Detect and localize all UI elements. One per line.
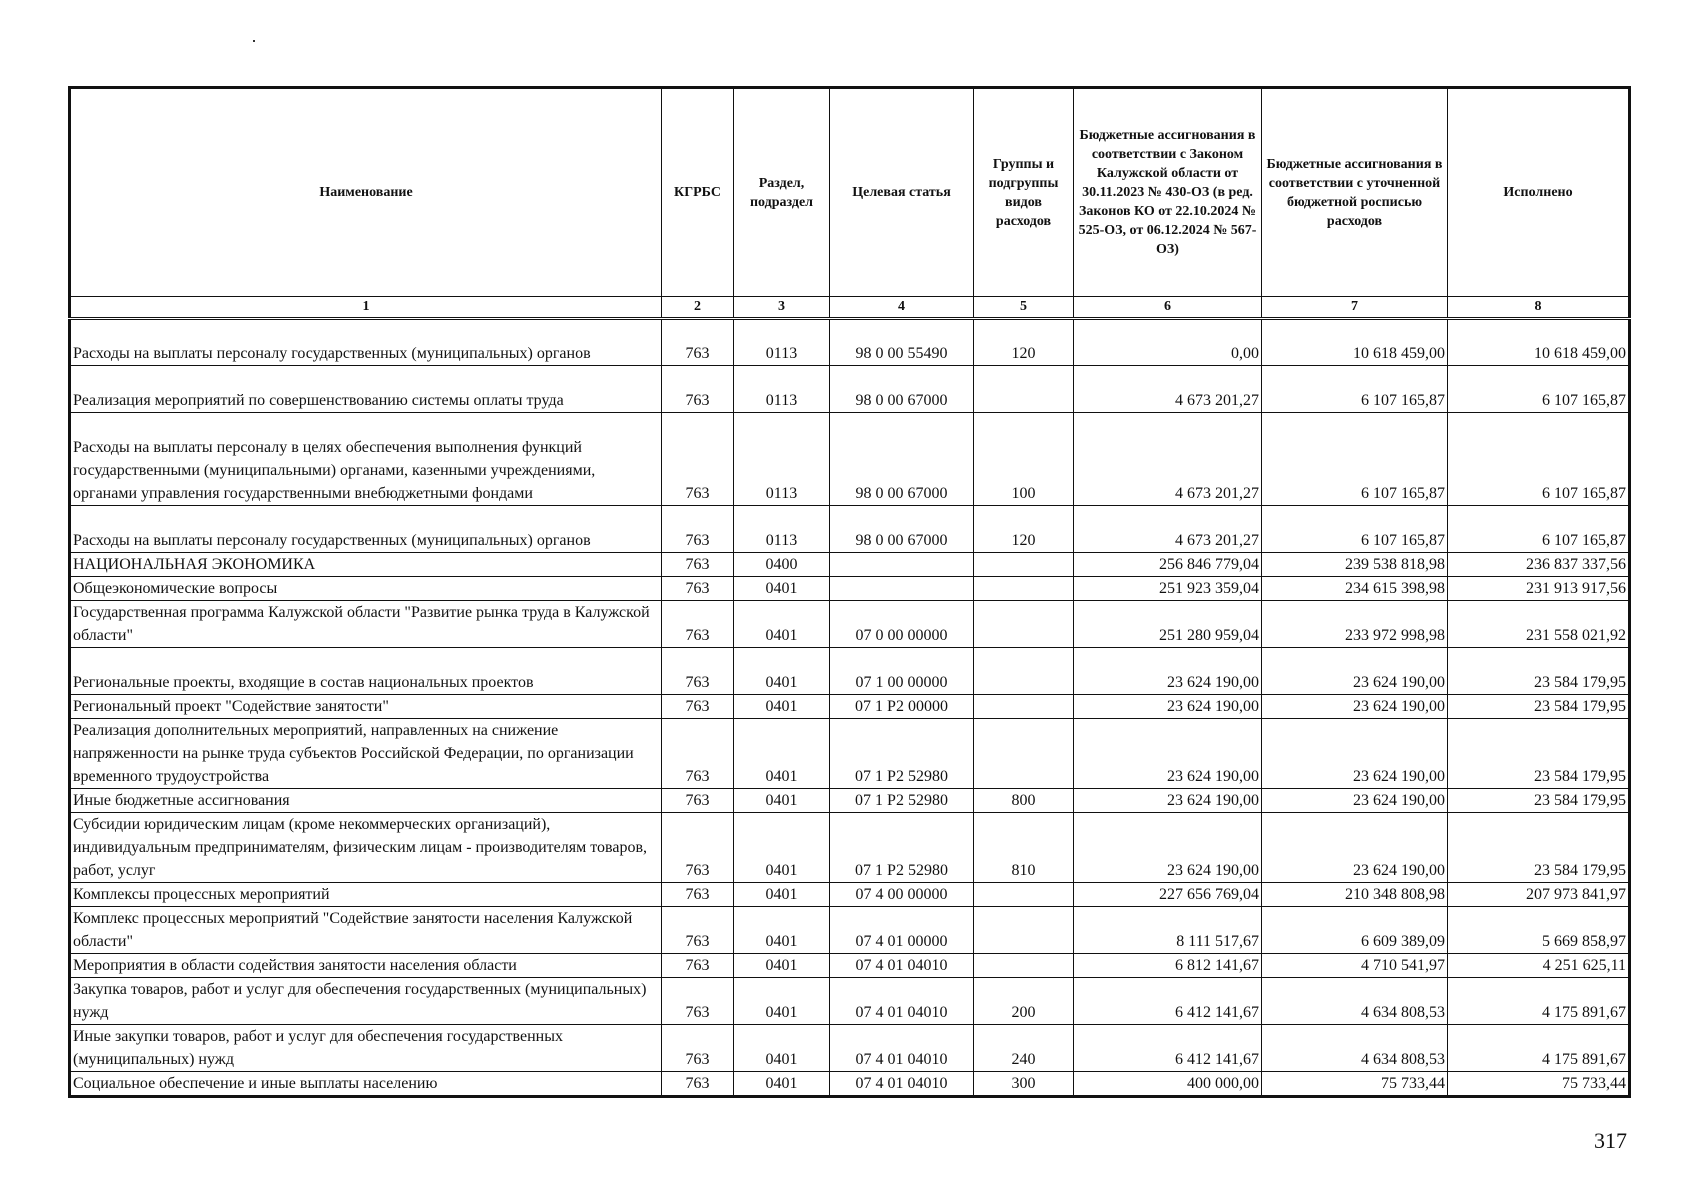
cell-executed: 75 733,44 — [1448, 1072, 1630, 1097]
cell-target: 98 0 00 55490 — [830, 319, 974, 366]
column-number: 6 — [1074, 297, 1262, 319]
cell-executed: 6 107 165,87 — [1448, 506, 1630, 553]
table-row — [70, 883, 1630, 907]
cell-name: Реализация дополнительных мероприятий, направленных на снижение напряженности на рынке труда субъектов Российской Федерации, по организации временного трудоустройства — [70, 719, 662, 789]
cell-refined: 75 733,44 — [1262, 1072, 1448, 1097]
cell-law: 4 673 201,27 — [1074, 366, 1262, 413]
cell-executed: 5 669 858,97 — [1448, 907, 1630, 954]
cell-group: 240 — [974, 1025, 1074, 1072]
cell-refined: 210 348 808,98 — [1262, 883, 1448, 907]
cell-executed: 4 175 891,67 — [1448, 978, 1630, 1025]
table-row — [70, 601, 1630, 648]
cell-refined: 234 615 398,98 — [1262, 577, 1448, 601]
cell-refined: 23 624 190,00 — [1262, 789, 1448, 813]
cell-name: Закупка товаров, работ и услуг для обеспечения государственных (муниципальных) нужд — [70, 978, 662, 1025]
cell-executed: 23 584 179,95 — [1448, 648, 1630, 695]
cell-target: 07 4 00 00000 — [830, 883, 974, 907]
cell-refined: 6 107 165,87 — [1262, 413, 1448, 506]
cell-kgrbs: 763 — [662, 719, 734, 789]
table-row — [70, 577, 1630, 601]
cell-law: 400 000,00 — [1074, 1072, 1262, 1097]
header-name: Наименование — [70, 88, 662, 297]
cell-kgrbs: 763 — [662, 907, 734, 954]
cell-law: 8 111 517,67 — [1074, 907, 1262, 954]
cell-refined: 10 618 459,00 — [1262, 319, 1448, 366]
cell-section: 0401 — [734, 719, 830, 789]
cell-kgrbs: 763 — [662, 813, 734, 883]
cell-kgrbs: 763 — [662, 695, 734, 719]
cell-name: Общеэкономические вопросы — [70, 577, 662, 601]
cell-target: 07 1 P2 00000 — [830, 695, 974, 719]
column-number: 8 — [1448, 297, 1630, 319]
cell-target: 07 1 00 00000 — [830, 648, 974, 695]
cell-group — [974, 883, 1074, 907]
cell-section: 0401 — [734, 883, 830, 907]
cell-executed: 4 175 891,67 — [1448, 1025, 1630, 1072]
header-kgrbs: КГРБС — [662, 88, 734, 297]
cell-name: Социальное обеспечение и иные выплаты населению — [70, 1072, 662, 1097]
cell-law: 23 624 190,00 — [1074, 813, 1262, 883]
cell-target: 07 4 01 04010 — [830, 1025, 974, 1072]
column-number: 7 — [1262, 297, 1448, 319]
cell-target — [830, 577, 974, 601]
budget-table — [68, 86, 1631, 1098]
header-executed: Исполнено — [1448, 88, 1630, 297]
column-number: 2 — [662, 297, 734, 319]
cell-group — [974, 577, 1074, 601]
cell-name: НАЦИОНАЛЬНАЯ ЭКОНОМИКА — [70, 553, 662, 577]
column-number-row — [70, 297, 1630, 319]
column-number: 1 — [70, 297, 662, 319]
cell-kgrbs: 763 — [662, 413, 734, 506]
cell-law: 4 673 201,27 — [1074, 506, 1262, 553]
table-row — [70, 695, 1630, 719]
cell-kgrbs: 763 — [662, 978, 734, 1025]
cell-law: 251 280 959,04 — [1074, 601, 1262, 648]
cell-law: 6 412 141,67 — [1074, 1025, 1262, 1072]
cell-group: 300 — [974, 1072, 1074, 1097]
cell-target: 98 0 00 67000 — [830, 413, 974, 506]
cell-target: 98 0 00 67000 — [830, 506, 974, 553]
table-row — [70, 954, 1630, 978]
cell-section: 0401 — [734, 789, 830, 813]
cell-group: 800 — [974, 789, 1074, 813]
cell-target: 07 4 01 04010 — [830, 1072, 974, 1097]
cell-law: 6 412 141,67 — [1074, 978, 1262, 1025]
cell-group: 120 — [974, 319, 1074, 366]
cell-kgrbs: 763 — [662, 1025, 734, 1072]
cell-law: 227 656 769,04 — [1074, 883, 1262, 907]
table-row — [70, 789, 1630, 813]
cell-executed: 236 837 337,56 — [1448, 553, 1630, 577]
table-row — [70, 1025, 1630, 1072]
cell-section: 0113 — [734, 506, 830, 553]
cell-executed: 23 584 179,95 — [1448, 719, 1630, 789]
cell-name: Региональный проект "Содействие занятости" — [70, 695, 662, 719]
cell-kgrbs: 763 — [662, 883, 734, 907]
cell-kgrbs: 763 — [662, 954, 734, 978]
cell-section: 0401 — [734, 907, 830, 954]
header-section: Раздел, подраздел — [734, 88, 830, 297]
header-refined: Бюджетные ассигнования в соответствии с уточненной бюджетной росписью расходов — [1262, 88, 1448, 297]
table-row — [70, 978, 1630, 1025]
cell-law: 0,00 — [1074, 319, 1262, 366]
cell-kgrbs: 763 — [662, 319, 734, 366]
cell-kgrbs: 763 — [662, 553, 734, 577]
cell-group: 120 — [974, 506, 1074, 553]
cell-target — [830, 553, 974, 577]
cell-refined: 6 609 389,09 — [1262, 907, 1448, 954]
table-row — [70, 813, 1630, 883]
cell-section: 0401 — [734, 954, 830, 978]
cell-group: 200 — [974, 978, 1074, 1025]
table-row — [70, 319, 1630, 366]
cell-name: Субсидии юридическим лицам (кроме некоммерческих организаций), индивидуальным предпринимателям, физическим лицам - производителям товаров, работ, услуг — [70, 813, 662, 883]
cell-executed: 231 558 021,92 — [1448, 601, 1630, 648]
cell-executed: 10 618 459,00 — [1448, 319, 1630, 366]
table-row — [70, 506, 1630, 553]
column-number: 5 — [974, 297, 1074, 319]
cell-section: 0401 — [734, 1072, 830, 1097]
cell-kgrbs: 763 — [662, 366, 734, 413]
cell-group — [974, 954, 1074, 978]
budget-table-container — [68, 86, 1628, 1098]
cell-group: 100 — [974, 413, 1074, 506]
cell-group — [974, 648, 1074, 695]
cell-group — [974, 695, 1074, 719]
table-row — [70, 907, 1630, 954]
cell-law: 256 846 779,04 — [1074, 553, 1262, 577]
table-row — [70, 1072, 1630, 1097]
cell-law: 23 624 190,00 — [1074, 695, 1262, 719]
cell-group — [974, 601, 1074, 648]
cell-kgrbs: 763 — [662, 1072, 734, 1097]
cell-law: 23 624 190,00 — [1074, 719, 1262, 789]
cell-executed: 231 913 917,56 — [1448, 577, 1630, 601]
cell-executed: 23 584 179,95 — [1448, 813, 1630, 883]
cell-law: 4 673 201,27 — [1074, 413, 1262, 506]
cell-section: 0401 — [734, 577, 830, 601]
cell-executed: 23 584 179,95 — [1448, 695, 1630, 719]
table-row — [70, 719, 1630, 789]
cell-target: 98 0 00 67000 — [830, 366, 974, 413]
cell-kgrbs: 763 — [662, 601, 734, 648]
cell-refined: 23 624 190,00 — [1262, 813, 1448, 883]
cell-group — [974, 553, 1074, 577]
cell-executed: 6 107 165,87 — [1448, 413, 1630, 506]
cell-kgrbs: 763 — [662, 789, 734, 813]
cell-name: Расходы на выплаты персоналу в целях обеспечения выполнения функций государственными (муниципальными) органами, казенными учреждениями, органами управления государственными внебюджетными фондами — [70, 413, 662, 506]
cell-refined: 23 624 190,00 — [1262, 719, 1448, 789]
cell-refined: 4 710 541,97 — [1262, 954, 1448, 978]
table-row — [70, 553, 1630, 577]
cell-name: Иные закупки товаров, работ и услуг для обеспечения государственных (муниципальных) нужд — [70, 1025, 662, 1072]
cell-name: Реализация мероприятий по совершенствованию системы оплаты труда — [70, 366, 662, 413]
cell-executed: 23 584 179,95 — [1448, 789, 1630, 813]
cell-section: 0401 — [734, 648, 830, 695]
cell-name: Расходы на выплаты персоналу государственных (муниципальных) органов — [70, 319, 662, 366]
cell-target: 07 1 P2 52980 — [830, 813, 974, 883]
column-number: 4 — [830, 297, 974, 319]
cell-target: 07 1 P2 52980 — [830, 719, 974, 789]
header-groups: Группы и подгруппы видов расходов — [974, 88, 1074, 297]
cell-refined: 239 538 818,98 — [1262, 553, 1448, 577]
page-number: 317 — [1594, 1128, 1627, 1153]
cell-group — [974, 366, 1074, 413]
cell-law: 23 624 190,00 — [1074, 789, 1262, 813]
table-row — [70, 413, 1630, 506]
cell-name: Региональные проекты, входящие в состав национальных проектов — [70, 648, 662, 695]
cell-section: 0113 — [734, 366, 830, 413]
cell-refined: 4 634 808,53 — [1262, 1025, 1448, 1072]
cell-law: 23 624 190,00 — [1074, 648, 1262, 695]
cell-name: Расходы на выплаты персоналу государственных (муниципальных) органов — [70, 506, 662, 553]
cell-executed: 6 107 165,87 — [1448, 366, 1630, 413]
cell-refined: 6 107 165,87 — [1262, 506, 1448, 553]
cell-kgrbs: 763 — [662, 648, 734, 695]
cell-executed: 207 973 841,97 — [1448, 883, 1630, 907]
cell-refined: 23 624 190,00 — [1262, 695, 1448, 719]
cell-section: 0401 — [734, 695, 830, 719]
cell-name: Комплексы процессных мероприятий — [70, 883, 662, 907]
cell-target: 07 0 00 00000 — [830, 601, 974, 648]
cell-kgrbs: 763 — [662, 577, 734, 601]
column-number: 3 — [734, 297, 830, 319]
cell-target: 07 4 01 04010 — [830, 978, 974, 1025]
table-row — [70, 366, 1630, 413]
cell-group — [974, 719, 1074, 789]
cell-name: Государственная программа Калужской области "Развитие рынка труда в Калужской области" — [70, 601, 662, 648]
cell-group — [974, 907, 1074, 954]
cell-section: 0113 — [734, 319, 830, 366]
cell-section: 0401 — [734, 1025, 830, 1072]
cell-section: 0113 — [734, 413, 830, 506]
cell-refined: 6 107 165,87 — [1262, 366, 1448, 413]
scan-speck — [253, 40, 255, 42]
table-row — [70, 648, 1630, 695]
cell-refined: 4 634 808,53 — [1262, 978, 1448, 1025]
cell-target: 07 1 P2 52980 — [830, 789, 974, 813]
cell-kgrbs: 763 — [662, 506, 734, 553]
cell-section: 0400 — [734, 553, 830, 577]
cell-executed: 4 251 625,11 — [1448, 954, 1630, 978]
cell-target: 07 4 01 04010 — [830, 954, 974, 978]
cell-name: Иные бюджетные ассигнования — [70, 789, 662, 813]
cell-target: 07 4 01 00000 — [830, 907, 974, 954]
cell-section: 0401 — [734, 813, 830, 883]
table-body — [70, 319, 1630, 1097]
cell-name: Комплекс процессных мероприятий "Содействие занятости населения Калужской области" — [70, 907, 662, 954]
cell-refined: 233 972 998,98 — [1262, 601, 1448, 648]
table-header-row — [70, 88, 1630, 297]
cell-group: 810 — [974, 813, 1074, 883]
cell-law: 6 812 141,67 — [1074, 954, 1262, 978]
header-law: Бюджетные ассигнования в соответствии с Законом Калужской области от 30.11.2023 № 430-ОЗ (в ред. Законов КО от 22.10.2024 № 525-ОЗ, от 06.12.2024 № 567-ОЗ) — [1074, 88, 1262, 297]
cell-section: 0401 — [734, 601, 830, 648]
header-target: Целевая статья — [830, 88, 974, 297]
cell-section: 0401 — [734, 978, 830, 1025]
cell-refined: 23 624 190,00 — [1262, 648, 1448, 695]
cell-law: 251 923 359,04 — [1074, 577, 1262, 601]
cell-name: Мероприятия в области содействия занятости населения области — [70, 954, 662, 978]
